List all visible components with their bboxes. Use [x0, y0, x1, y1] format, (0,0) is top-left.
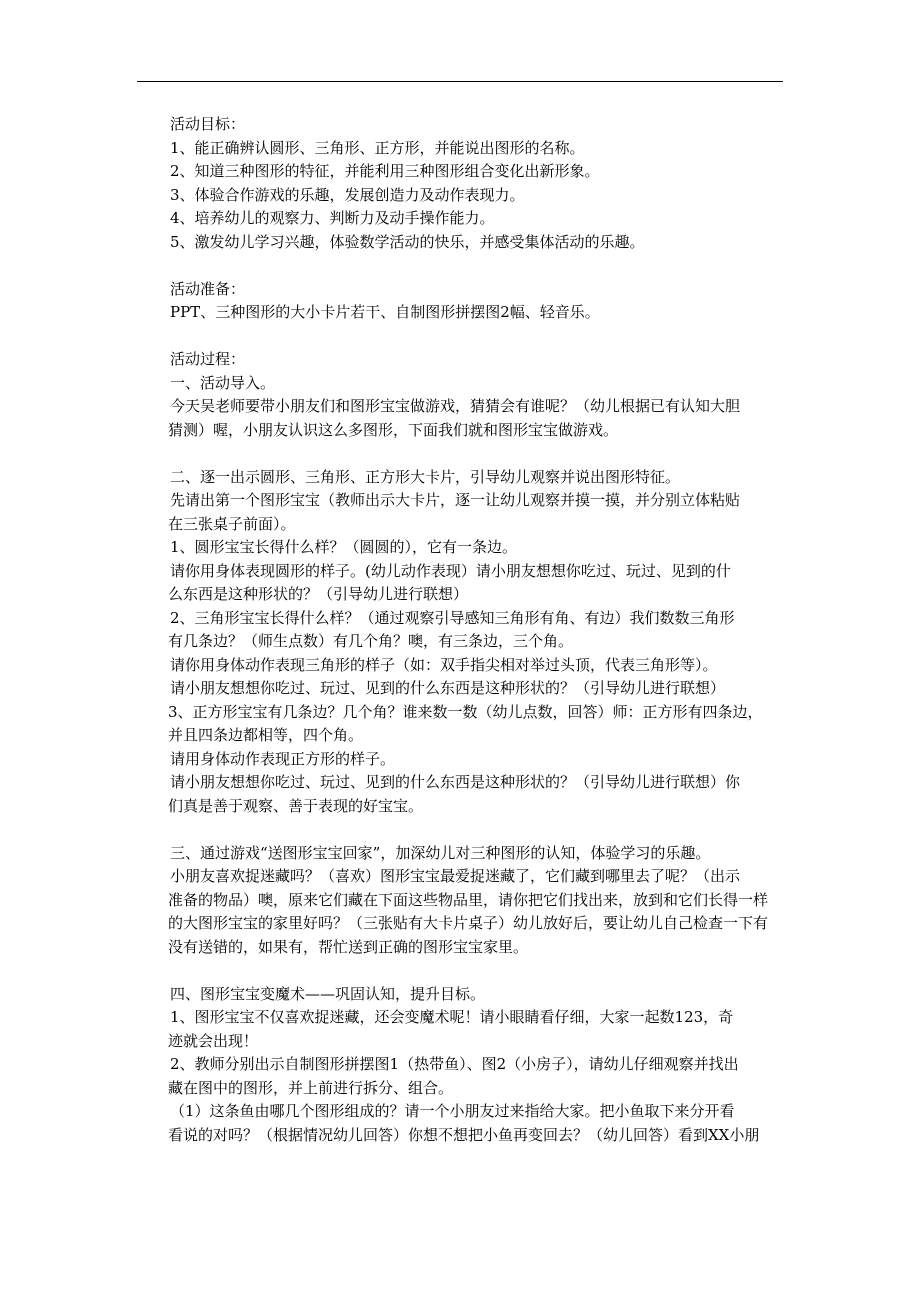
paragraph-line: 么东西是这种形状的？（引导幼儿进行联想） — [168, 585, 469, 603]
paragraph-line: 在三张桌子前面）。 — [168, 514, 296, 533]
section-4-title: 四、图形宝宝变魔术——巩固认知，提升目标。 — [170, 984, 486, 1003]
paragraph-line: 请用身体动作表现正方形的样子。 — [170, 749, 396, 768]
goal-item-1: 1、能正确辨认圆形、三角形、正方形，并能说出图形的名称。 — [170, 138, 585, 157]
section-3-title: 三、通过游戏“送图形宝宝回家”，加深幼儿对三种图形的认知，体验学习的乐趣。 — [170, 843, 711, 862]
paragraph-line: 请你用身体动作表现三角形的样子（如：双手指尖相对举过头顶，代表三角形等）。 — [170, 655, 718, 674]
section-2-title: 二、逐一出示圆形、三角形、正方形大卡片，引导幼儿观察并说出图形特征。 — [170, 467, 681, 486]
paragraph-line: 2、三角形宝宝长得什么样？（通过观察引导感知三角形有角、有边）我们数数三角形 — [170, 608, 735, 627]
process-heading: 活动过程： — [170, 350, 246, 368]
paragraph-line: 并且四条边都相等，四个角。 — [168, 726, 364, 744]
paragraph-line: 请小朋友想想你吃过、玩过、见到的什么东西是这种形状的？（引导幼儿进行联想）你 — [170, 773, 741, 791]
paragraph-line: 们真是善于观察、善于表现的好宝宝。 — [168, 796, 424, 815]
section-1-title: 一、活动导入。 — [170, 373, 276, 392]
paragraph-line: 藏在图中的图形，并上前进行拆分、组合。 — [168, 1078, 454, 1097]
goal-item-5: 5、激发幼儿学习兴趣，体验数学活动的快乐，并感受集体活动的乐趣。 — [170, 232, 645, 251]
paragraph-line: 请你用身体表现圆形的样子。(幼儿动作表现）请小朋友想想你吃过、玩过、见到的什 — [170, 561, 731, 580]
paragraph-line: 没有送错的，如果有，帮忙送到正确的图形宝宝家里。 — [168, 937, 529, 956]
goal-item-3: 3、体验合作游戏的乐趣，发展创造力及动作表现力。 — [170, 185, 525, 204]
paragraph-line: 1、图形宝宝不仅喜欢捉迷藏，还会变魔术呢！请小眼睛看仔细，大家一起数123，奇 — [170, 1008, 734, 1026]
paragraph-line: 小朋友喜欢捉迷藏吗？（喜欢）图形宝宝最爱捉迷藏了，它们藏到哪里去了呢？（出示 — [170, 867, 741, 885]
goal-item-4: 4、培养幼儿的观察力、判断力及动手操作能力。 — [170, 209, 495, 227]
paragraph-line: 准备的物品）噢，原来它们藏在下面这些物品里，请你把它们找出来，放到和它们长得一样 — [168, 890, 769, 909]
paragraph-line: 3、正方形宝宝有几条边？几个角？谁来数一数（幼儿点数，回答）师：正方形有四条边， — [168, 702, 763, 721]
goal-item-2: 2、知道三种图形的特征，并能利用三种图形组合变化出新形象。 — [170, 162, 600, 180]
paragraph-line: 有几条边？（师生点数）有几个角？噢，有三条边，三个角。 — [168, 632, 574, 650]
paragraph-line: 2、教师分别出示自制图形拼摆图1（热带鱼）、图2（小房子），请幼儿仔细观察并找出 — [170, 1055, 739, 1073]
prep-heading: 活动准备： — [170, 279, 246, 298]
paragraph-line: 迹就会出现！ — [168, 1031, 259, 1050]
document-body — [170, 113, 788, 1147]
paragraph-line: 请小朋友想想你吃过、玩过、见到的什么东西是这种形状的？（引导幼儿进行联想） — [170, 679, 726, 697]
paragraph-line: 1、圆形宝宝长得什么样？（圆圆的），它有一条边。 — [170, 538, 518, 556]
paragraph-line: 猜测）喔，小朋友认识这么多图形，下面我们就和图形宝宝做游戏。 — [168, 420, 619, 439]
paragraph-line: 今天吴老师要带小朋友们和图形宝宝做游戏，猜猜会有谁呢？（幼儿根据已有认知大胆 — [170, 397, 741, 415]
prep-text: PPT、三种图形的大小卡片若干、自制图形拼摆图2幅、轻音乐。 — [170, 303, 600, 321]
paragraph-line: 先请出第一个图形宝宝（教师出示大卡片，逐一让幼儿观察并摸一摸，并分别立体粘贴 — [170, 491, 741, 509]
goals-heading: 活动目标： — [170, 115, 246, 133]
paragraph-line: 看说的对吗？（根据情况幼儿回答）你想不想把小鱼再变回去？（幼儿回答）看到XX小朋 — [168, 1125, 760, 1144]
header-rule — [137, 81, 783, 82]
paragraph-line: 的大图形宝宝的家里好吗？（三张贴有大卡片桌子）幼儿放好后，要让幼儿自己检查一下有 — [168, 914, 769, 932]
paragraph-line: （1）这条鱼由哪几个图形组成的？请一个小朋友过来指给大家。把小鱼取下来分开看 — [170, 1102, 735, 1120]
